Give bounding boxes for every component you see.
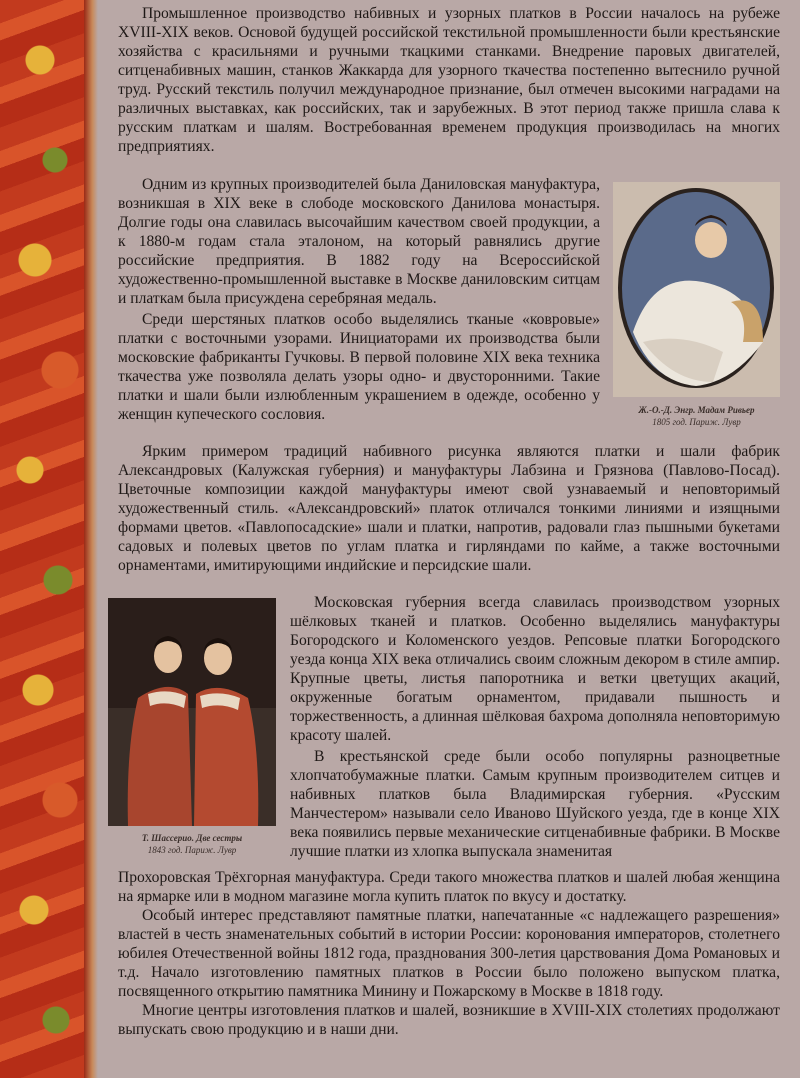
sisters-caption <box>108 832 276 856</box>
paragraph-2: Одним из крупных производителей была Даниловская мануфактура, возникшая в XIX веке в слободе московского Данилова монастыря. Долгие годы она славилась высочайшим качеством своей продукции, а к 1880-м годам стала эталоном, на который равнялись другие российские предприятия. В 1882 году на Всероссийской художественно-промышленной выставке в Москве даниловским ситцам и платкам была присуждена серебряная медаль. <box>118 176 600 307</box>
sisters-caption-title: Т. Шассерио. Две сестры <box>141 833 243 843</box>
sisters-painting <box>108 598 276 826</box>
sisters-caption-info: 1843 год. Париж. Лувр <box>147 845 237 855</box>
text-block-intro <box>118 4 780 156</box>
paragraph-6b: Прохоровская Трёхгорная мануфактура. Среди такого множества платков и шалей любая женщина на ярмарке или в модном магазине могла купить платок по вкусу и достатку. <box>118 869 780 905</box>
paragraph-4: Ярким примером традиций набивного рисунка являются платки и шали фабрик Александровых (Калужская губерния) и мануфактуры Лабзина и Грязнова (Павлово-Посад). Цветочные композиции каждой мануфактуры имеют свой узнаваемый и неповторимый художественный стиль. «Александровский» платок отличался тонкими линиями и изящными формами цветов. «Павлопосадские» шали и платки, напротив, радовали глаз пышными букетами садовых и полевых цветов по углам платка и гирляндами по кайме, а также восточными орнаментами, имитирующими индийские и персидские шали. <box>118 443 780 574</box>
text-block-danilov <box>118 175 600 424</box>
paragraph-8: Многие центры изготовления платков и шалей, возникшие в XVIII-XIX столетиях продолжают выпускать свою продукцию и в наши дни. <box>118 1002 780 1038</box>
paragraph-1: Промышленное производство набивных и узорных платков в России началось на рубеже XVIII-XIX веков. Основой будущей российской текстильной промышленности были крестьянские хозяйства с красильнями и ручными ткацкими станками. Внедрение паровых двигателей, ситценабивных машин, станков Жаккарда для узорного ткачества постепенно вытеснило ручной труд. Русский текстиль получил международное признание, был отмечен высокими наградами на различных выставках, как российских, так и зарубежных. В этот период также пришла слава к русским платкам и шалям. Востребованная временем продукция производилась на многих предприятиях. <box>118 5 780 155</box>
ornamental-border <box>0 0 96 1078</box>
text-block-moscow <box>290 593 780 861</box>
portrait-caption <box>613 404 780 428</box>
text-block-patterns <box>118 442 780 575</box>
portrait-painting <box>613 182 780 397</box>
paragraph-7: Особый интерес представляют памятные платки, напечатанные «с надлежащего разрешения» властей в честь знаменательных событий в истории России: коронования императоров, столетнего юбилея Отечественной войны 1812 года, празднования 300-летия царствования Дома Романовых и т.д. Начало изготовлению памятных платков в России было положено выпуском платка, посвященного открытию памятника Минину и Пожарскому в Москве в 1818 году. <box>118 907 780 1000</box>
oval-portrait-icon <box>613 182 780 397</box>
paragraph-3: Среди шерстяных платков особо выделялись тканые «ковровые» платки с восточными узорами. Инициаторами их производства были московские фабриканты Гучковы. В первой половине XIX века техника ткачества уже позволяла делать узоры одно- и двусторонними. Такие платки и шали были излюбленным украшением в одежде, особенно у женщин купеческого сословия. <box>118 311 600 423</box>
portrait-caption-info: 1805 год. Париж. Лувр <box>652 417 741 427</box>
border-edge <box>84 0 98 1078</box>
paragraph-6a: В крестьянской среде были особо популярны разноцветные хлопчатобумажные платки. Самым крупным производителем ситцев и набивных платков была Владимирская губерния. «Русским Манчестером» называли село Иваново Шуйского уезда, где в конце XIX века появились первые механические ситценабивные фабрики. В Москве лучшие платки из хлопка выпускала знаменитая <box>290 748 780 860</box>
paragraph-5: Московская губерния всегда славилась производством узорных шёлковых тканей и платков. Особенно выделялись мануфактуры Богородского и Коломенского уездов. Репсовые платки Богородского уезда конца XIX века отличались своим сложным декором в стиле ампир. Крупные цветы, листья папоротника и ветки цветущих акаций, окруженные богатым орнаментом, придавали пышность и торжественность, а длинная шёлковая бахрома дополняла неповторимую красоту шалей. <box>290 594 780 744</box>
text-block-outro <box>118 868 780 1039</box>
two-sisters-icon <box>108 598 276 826</box>
portrait-caption-title: Ж.-О.-Д. Энгр. Мадам Ривьер <box>638 405 755 415</box>
